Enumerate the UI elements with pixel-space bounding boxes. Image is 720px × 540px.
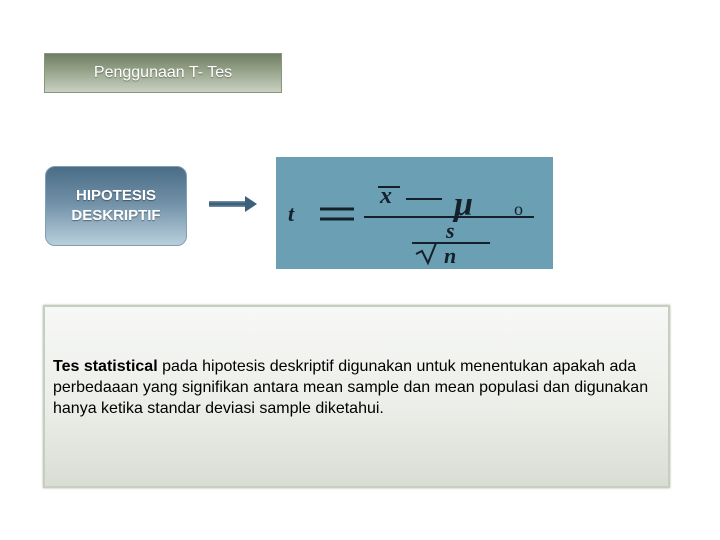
hypothesis-box-label: HIPOTESIS DESKRIPTIF (71, 187, 161, 224)
formula-mu: μ (454, 186, 473, 223)
description-bold-lead: Tes statistical (53, 358, 158, 375)
formula-mu-subscript: o (514, 199, 523, 219)
formula-n: n (444, 243, 457, 268)
description-box (43, 305, 670, 488)
formula-s: s (446, 218, 455, 243)
description-body: pada hipotesis deskriptif digunakan untuk menentukan apakah ada perbedaaan yang signifikan antara mean sample dan mean populasi dan digunakan hanya ketika standar deviasi sample diketahui. (53, 358, 649, 417)
right-arrow-icon (207, 193, 259, 215)
hypothesis-box (45, 166, 187, 246)
description-text (53, 356, 653, 419)
t-test-formula (276, 157, 553, 269)
slide-title (44, 53, 282, 93)
formula-lhs-t: t (288, 201, 295, 226)
slide-title-text: Penggunaan T- Tes (93, 64, 233, 81)
formula-x-bar: x (380, 183, 392, 209)
